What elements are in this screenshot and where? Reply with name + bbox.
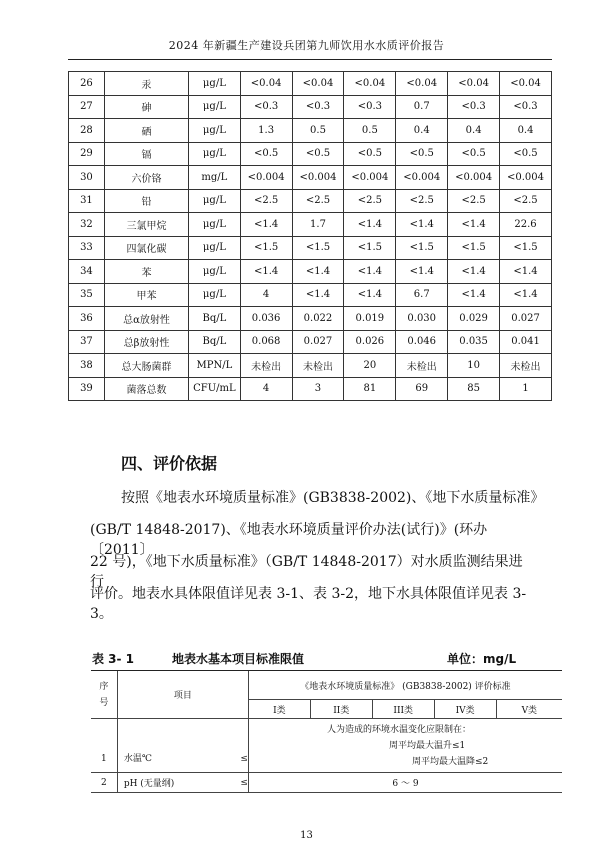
value-cell: <1.5 <box>240 236 292 260</box>
value-cell: <0.5 <box>396 142 448 166</box>
row-number: 36 <box>69 307 105 331</box>
indicator-name: 砷 <box>104 95 188 119</box>
value-cell: <0.04 <box>344 72 396 96</box>
value-cell: <1.4 <box>240 260 292 284</box>
class-header: I类 <box>248 700 310 719</box>
value-cell: 0.4 <box>448 119 500 143</box>
value-cell: 0.036 <box>240 307 292 331</box>
value-cell: <0.3 <box>292 95 344 119</box>
indicator-name: 三氯甲烷 <box>104 213 188 237</box>
indicator-name: 甲苯 <box>104 283 188 307</box>
page-number: 13 <box>300 830 313 841</box>
limit-line: 人为造成的环境水温变化应限制在： <box>326 724 471 735</box>
row-symbol: ≤ <box>240 719 248 773</box>
value-cell: <0.5 <box>240 142 292 166</box>
table-row <box>69 283 552 307</box>
value-cell: <1.5 <box>292 236 344 260</box>
paragraph-line: 22 号)，《地下水质量标准》（GB/T 14848-2017）对水质监测结果进行 <box>90 554 523 590</box>
class-header: IV类 <box>434 700 496 719</box>
value-cell: <0.004 <box>396 166 448 190</box>
indicator-name: 镉 <box>104 142 188 166</box>
value-cell: <0.004 <box>500 166 552 190</box>
standard-limits-table <box>91 670 562 793</box>
indicator-name: 菌落总数 <box>104 377 188 401</box>
value-cell: <2.5 <box>240 189 292 213</box>
row-number: 26 <box>69 72 105 96</box>
value-cell: <0.3 <box>448 95 500 119</box>
indicator-name: 铅 <box>104 189 188 213</box>
table-row <box>69 72 552 96</box>
value-cell: <2.5 <box>448 189 500 213</box>
value-cell: <0.04 <box>396 72 448 96</box>
value-cell: <1.5 <box>344 236 396 260</box>
indicator-name: 苯 <box>104 260 188 284</box>
row-number: 33 <box>69 236 105 260</box>
value-cell: <1.4 <box>500 283 552 307</box>
table-caption-title: 地表水基本项目标准限值 <box>172 652 305 666</box>
row-number: 34 <box>69 260 105 284</box>
value-cell: 69 <box>396 377 448 401</box>
value-cell: 1 <box>500 377 552 401</box>
value-cell: <1.4 <box>500 260 552 284</box>
value-cell: <1.4 <box>396 260 448 284</box>
value-cell: <0.5 <box>292 142 344 166</box>
value-cell: 0.046 <box>396 330 448 354</box>
limit-line: 周平均最大温升≤1 <box>388 740 466 751</box>
table-row <box>69 330 552 354</box>
class-header: II类 <box>310 700 372 719</box>
table-row <box>69 95 552 119</box>
value-cell: <2.5 <box>292 189 344 213</box>
table-caption-number: 表 3- 1 <box>92 652 135 666</box>
row-limit <box>248 719 562 773</box>
unit-cell: mg/L <box>189 166 241 190</box>
results-table <box>68 71 552 401</box>
value-cell: 1.7 <box>292 213 344 237</box>
value-cell: <0.04 <box>448 72 500 96</box>
indicator-name: 四氯化碳 <box>104 236 188 260</box>
indicator-name: 汞 <box>104 72 188 96</box>
value-cell: 20 <box>344 354 396 378</box>
row-number: 1 <box>91 719 117 773</box>
value-cell: <0.04 <box>292 72 344 96</box>
row-number: 32 <box>69 213 105 237</box>
indicator-name: 总大肠菌群 <box>104 354 188 378</box>
value-cell: 未检出 <box>396 354 448 378</box>
value-cell: 4 <box>240 283 292 307</box>
value-cell: 22.6 <box>500 213 552 237</box>
value-cell: 0.4 <box>396 119 448 143</box>
std-head-standard: 《地表水环境质量标准》 (GB3838-2002) 评价标准 <box>248 671 562 700</box>
value-cell: 4 <box>240 377 292 401</box>
value-cell: <0.004 <box>292 166 344 190</box>
value-cell: <0.5 <box>500 142 552 166</box>
value-cell: <1.4 <box>344 260 396 284</box>
std-head-item: 项目 <box>117 671 248 719</box>
value-cell: 1.3 <box>240 119 292 143</box>
value-cell: 0.019 <box>344 307 396 331</box>
value-cell: <1.5 <box>500 236 552 260</box>
unit-cell: Bq/L <box>189 307 241 331</box>
table-row <box>69 236 552 260</box>
table-row <box>69 354 552 378</box>
value-cell: <0.3 <box>240 95 292 119</box>
row-number: 39 <box>69 377 105 401</box>
value-cell: <0.04 <box>240 72 292 96</box>
value-cell: <1.4 <box>448 283 500 307</box>
indicator-name: 六价铬 <box>104 166 188 190</box>
row-number: 2 <box>91 773 117 793</box>
value-cell: 0.026 <box>344 330 396 354</box>
row-number: 30 <box>69 166 105 190</box>
value-cell: 0.041 <box>500 330 552 354</box>
value-cell: 3 <box>292 377 344 401</box>
value-cell: 0.035 <box>448 330 500 354</box>
table-row <box>69 307 552 331</box>
paragraph-line: 评价。地表水具体限值详见表 3-1、表 3-2，地下水具体限值详见表 3-3。 <box>90 586 527 622</box>
unit-cell: MPN/L <box>189 354 241 378</box>
row-number: 31 <box>69 189 105 213</box>
value-cell: <1.4 <box>344 283 396 307</box>
table-row <box>69 142 552 166</box>
value-cell: <1.5 <box>396 236 448 260</box>
section-title: 四、评价依据 <box>121 454 218 473</box>
value-cell: <0.004 <box>240 166 292 190</box>
unit-cell: μg/L <box>189 142 241 166</box>
table-row <box>69 260 552 284</box>
value-cell: <2.5 <box>500 189 552 213</box>
value-cell: <1.4 <box>396 213 448 237</box>
unit-cell: μg/L <box>189 119 241 143</box>
value-cell: 0.5 <box>292 119 344 143</box>
table-row <box>69 119 552 143</box>
value-cell: 0.7 <box>396 95 448 119</box>
unit-cell: CFU/mL <box>189 377 241 401</box>
value-cell: <0.5 <box>448 142 500 166</box>
unit-cell: μg/L <box>189 283 241 307</box>
class-header: III类 <box>372 700 434 719</box>
limit-line: 周平均最大温降≤2 <box>411 756 489 767</box>
unit-cell: μg/L <box>189 236 241 260</box>
value-cell: 0.030 <box>396 307 448 331</box>
value-cell: <1.4 <box>240 213 292 237</box>
page-header: 2024 年新疆生产建设兵团第九师饮用水水质评价报告 <box>168 39 445 52</box>
row-number: 29 <box>69 142 105 166</box>
value-cell: <0.004 <box>448 166 500 190</box>
paragraph-line: 按照《地表水环境质量标准》(GB3838-2002)、《地下水质量标准》 <box>121 490 545 506</box>
unit-cell: μg/L <box>189 72 241 96</box>
unit-cell: Bq/L <box>189 330 241 354</box>
value-cell: <0.004 <box>344 166 396 190</box>
value-cell: <0.3 <box>344 95 396 119</box>
value-cell: 0.027 <box>500 307 552 331</box>
value-cell: 10 <box>448 354 500 378</box>
value-cell: <1.4 <box>292 260 344 284</box>
value-cell: <2.5 <box>344 189 396 213</box>
value-cell: 0.027 <box>292 330 344 354</box>
row-item: 水温℃ <box>117 719 240 773</box>
value-cell: <1.5 <box>448 236 500 260</box>
value-cell: 未检出 <box>500 354 552 378</box>
unit-cell: μg/L <box>189 95 241 119</box>
value-cell: <0.04 <box>500 72 552 96</box>
value-cell: <1.4 <box>292 283 344 307</box>
value-cell: 6.7 <box>396 283 448 307</box>
unit-cell: μg/L <box>189 260 241 284</box>
value-cell: <1.4 <box>448 260 500 284</box>
paragraph-line: (GB/T 14848-2017)、《地表水环境质量评价办法(试行)》(环办〔2011〕 <box>90 522 488 558</box>
row-number: 35 <box>69 283 105 307</box>
class-header: V类 <box>496 700 562 719</box>
table-row <box>69 166 552 190</box>
value-cell: 85 <box>448 377 500 401</box>
value-cell: 0.5 <box>344 119 396 143</box>
value-cell: <0.5 <box>344 142 396 166</box>
row-number: 38 <box>69 354 105 378</box>
table-row <box>69 377 552 401</box>
indicator-name: 总β放射性 <box>104 330 188 354</box>
value-cell: <1.4 <box>344 213 396 237</box>
row-number: 28 <box>69 119 105 143</box>
value-cell: 0.022 <box>292 307 344 331</box>
unit-cell: μg/L <box>189 213 241 237</box>
row-number: 37 <box>69 330 105 354</box>
row-number: 27 <box>69 95 105 119</box>
row-limit: 6 ～ 9 <box>248 773 562 793</box>
value-cell: 0.4 <box>500 119 552 143</box>
indicator-name: 硒 <box>104 119 188 143</box>
value-cell: 未检出 <box>240 354 292 378</box>
value-cell: 0.068 <box>240 330 292 354</box>
row-symbol: ≤ <box>240 773 248 793</box>
value-cell: <2.5 <box>396 189 448 213</box>
unit-cell: μg/L <box>189 189 241 213</box>
value-cell: <0.3 <box>500 95 552 119</box>
value-cell: 未检出 <box>292 354 344 378</box>
table-row <box>69 189 552 213</box>
table-caption-unit: 单位：mg/L <box>447 652 517 666</box>
std-head-seq: 序 号 <box>91 671 117 719</box>
indicator-name: 总α放射性 <box>104 307 188 331</box>
row-item: pH (无量纲) <box>117 773 240 793</box>
header-rule <box>68 59 552 60</box>
value-cell: <1.4 <box>448 213 500 237</box>
value-cell: 0.029 <box>448 307 500 331</box>
table-row <box>69 213 552 237</box>
value-cell: 81 <box>344 377 396 401</box>
